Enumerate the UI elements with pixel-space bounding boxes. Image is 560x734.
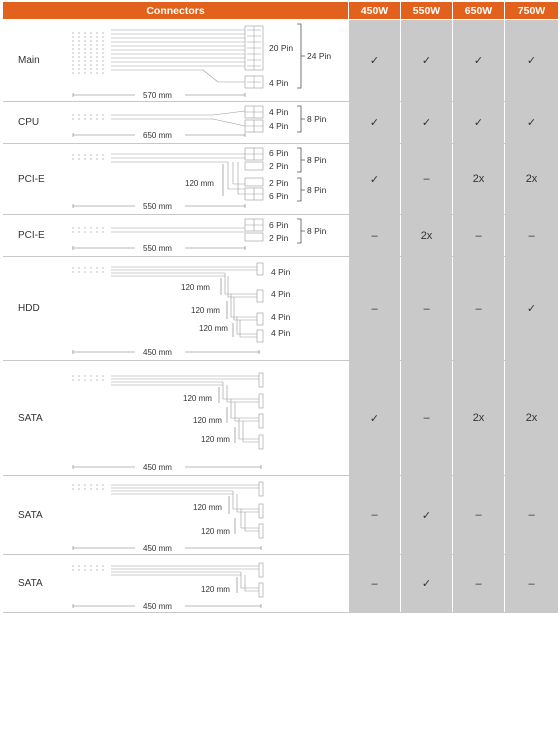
connector-spacing-1: 120 mm [201,585,230,594]
row-label: HDD [18,303,40,314]
header-750w: 750W [505,2,558,19]
pin-label-8: 8 Pin [307,114,327,124]
pin-label-24: 24 Pin [307,51,332,61]
value-450w: ✓ [349,144,400,214]
row-label: SATA [18,578,43,589]
value-750w: – [505,555,558,612]
value-750w: 2x [505,144,558,214]
value-750w: – [505,215,558,256]
value-650w: – [453,476,504,554]
value-550w: ✓ [401,20,452,101]
value-450w: – [349,215,400,256]
cable-diagram-sata-4 [63,361,348,475]
cable-diagram-pcie-dual [63,144,348,214]
pin-label-4b: 4 Pin [269,121,289,131]
value-450w: ✓ [349,102,400,143]
pin-label-4d: 4 Pin [271,328,291,338]
value-650w: 2x [453,144,504,214]
connector-spacing-1: 120 mm [183,394,212,403]
header-650w: 650W [453,2,504,19]
connector-spacing-3: 120 mm [201,435,230,444]
sata-2-cable-diagram [63,555,348,612]
pin-label-8a: 8 Pin [307,155,327,165]
value-550w: ✓ [401,555,452,612]
row-sata-4 [3,361,558,476]
cable-length: 450 mm [143,602,172,611]
header-450w: 450W [349,2,400,19]
value-450w: – [349,555,400,612]
connector-spacing-3: 120 mm [199,324,228,333]
row-sata-2 [3,555,558,613]
value-550w: – [401,361,452,475]
pcie-dual-cable-diagram [63,144,348,214]
connector-spacing: 120 mm [185,179,214,188]
pin-label-4: 4 Pin [269,78,289,88]
header-connectors: Connectors [3,2,348,19]
value-650w: – [453,555,504,612]
cable-diagram-pcie-single [63,215,348,256]
pin-label-6b: 6 Pin [269,191,289,201]
value-750w: ✓ [505,20,558,101]
cable-length: 570 mm [143,91,172,100]
value-750w: 2x [505,361,558,475]
connector-spacing-2: 120 mm [201,527,230,536]
row-label: SATA [18,412,43,424]
row-label: Main [18,55,40,66]
header-550w: 550W [401,2,452,19]
row-label: PCI-E [18,230,45,241]
pin-label-4c: 4 Pin [271,312,291,322]
row-label: CPU [18,117,40,128]
value-650w: – [453,257,504,360]
pin-label-2: 2 Pin [269,233,289,243]
pin-label-6a: 6 Pin [269,148,289,158]
cable-diagram-cpu [63,102,348,143]
row-hdd [3,257,558,361]
sata-3-cable-diagram [63,476,348,554]
cable-length: 450 mm [143,463,172,472]
hdd-cable-diagram [63,257,348,360]
cable-length: 550 mm [143,244,172,253]
connector-spacing-1: 120 mm [193,503,222,512]
value-550w: – [401,144,452,214]
row-pcie-single [3,215,558,257]
connector-spacing-2: 120 mm [191,306,220,315]
row-label: SATA [18,509,43,521]
row-main [3,20,558,102]
pin-label-2b: 2 Pin [269,178,289,188]
pin-label-8: 8 Pin [307,226,327,236]
cable-diagram-main [63,20,348,101]
cable-length: 450 mm [143,348,172,357]
main-cable-diagram [63,20,348,101]
value-450w: – [349,257,400,360]
pin-label-8b: 8 Pin [307,185,327,195]
value-750w: ✓ [505,257,558,360]
row-label: PCI-E [18,173,45,185]
value-650w: ✓ [453,102,504,143]
pin-label-4a: 4 Pin [271,267,291,277]
value-450w: ✓ [349,20,400,101]
connector-spacing-2: 120 mm [193,416,222,425]
sata-4-cable-diagram [63,361,348,475]
cable-diagram-sata-3 [63,476,348,554]
value-650w: 2x [453,361,504,475]
cable-length: 650 mm [143,131,172,140]
row-sata-3 [3,476,558,555]
value-750w: ✓ [505,102,558,143]
pin-label-4b: 4 Pin [271,289,291,299]
value-450w: – [349,476,400,554]
cable-length: 450 mm [143,544,172,553]
pin-label-4a: 4 Pin [269,107,289,117]
value-550w: ✓ [401,102,452,143]
value-650w: ✓ [453,20,504,101]
value-750w: – [505,476,558,554]
cpu-cable-diagram [63,102,348,143]
value-550w: ✓ [401,476,452,554]
pin-label-2a: 2 Pin [269,161,289,171]
value-450w: ✓ [349,361,400,475]
value-550w: 2x [401,215,452,256]
cable-diagram-hdd [63,257,348,360]
row-cpu [3,102,558,144]
row-pcie-dual [3,144,558,215]
value-650w: – [453,215,504,256]
value-550w: – [401,257,452,360]
cable-diagram-sata-2 [63,555,348,612]
pin-label-20: 20 Pin [269,43,294,53]
cable-length: 550 mm [143,202,172,211]
pcie-single-cable-diagram [63,215,348,256]
pin-label-6: 6 Pin [269,220,289,230]
connector-spacing-1: 120 mm [181,283,210,292]
